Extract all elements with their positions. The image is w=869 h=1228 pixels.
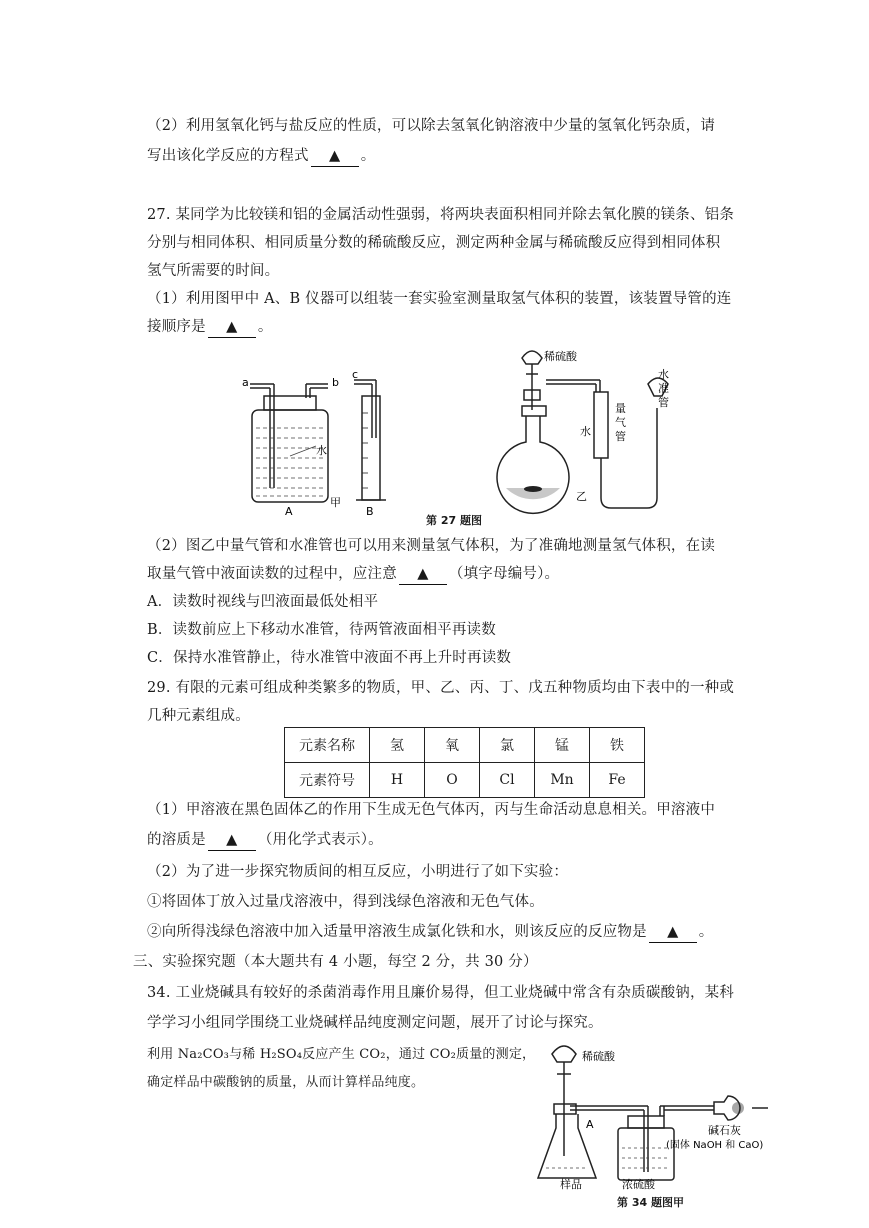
label-conc-acid: 浓硫酸: [622, 1178, 655, 1191]
table-cell: 氢: [370, 728, 425, 763]
svg-text:水: 水: [658, 368, 669, 381]
label-jia: 甲: [330, 496, 341, 509]
label-A: A: [285, 505, 293, 518]
option-b: B．读数前应上下移动水准管，待两管液面相平再读数: [147, 622, 496, 638]
answer-blank[interactable]: ▲: [649, 922, 697, 943]
table-row: [285, 763, 645, 798]
answer-blank[interactable]: ▲: [399, 564, 447, 585]
q34-line2: 学学习小组同学围绕工业烧碱样品纯度测定问题，展开了讨论与探究。: [147, 1015, 603, 1031]
q34-line4: 确定样品中碳酸钠的质量，从而计算样品纯度。: [147, 1075, 425, 1090]
section-3-heading: 三、实验探究题（本大题共有 4 小题，每空 2 分，共 30 分）: [133, 954, 538, 970]
figure-27: [230, 338, 680, 518]
q29-part1-line2: [147, 830, 383, 851]
label-acid: 稀硫酸: [582, 1050, 615, 1063]
q29-part2-line1: （2）为了进一步探究物质间的相互反应，小明进行了如下实验：: [147, 864, 569, 880]
label-water2: 水: [580, 425, 591, 438]
q27-part2-line1: （2）图乙中量气管和水准管也可以用来测量氢气体积，为了准确地测量氢气体积，在读: [147, 538, 716, 554]
option-a: A．读数时视线与凹液面最低处相平: [147, 594, 379, 610]
table-cell: Cl: [480, 763, 535, 798]
table-cell: 氯: [480, 728, 535, 763]
q29-2-text-end: 。: [698, 924, 714, 940]
q26-part2-line2: [147, 146, 375, 167]
figure-27-caption: 第 27 题图: [426, 514, 482, 527]
label-acid: 稀硫酸: [544, 350, 577, 363]
q29-text: 的溶质是: [147, 832, 206, 848]
label-water: 水: [316, 444, 327, 457]
label-B: B: [366, 505, 374, 518]
q27-2-text-end: （填字母编号）。: [448, 566, 560, 582]
table-cell: 氧: [425, 728, 480, 763]
label-yi: 乙: [576, 490, 587, 503]
q27-2-text: 取量气管中液面读数的过程中，应注意: [147, 566, 397, 582]
table-cell: Fe: [590, 763, 645, 798]
q29-text-end: （用化学式表示）。: [257, 832, 383, 848]
q27-part1-line2: [147, 317, 273, 338]
table-cell: 锰: [535, 728, 590, 763]
q27-text: 接顺序是: [147, 319, 206, 335]
cylinder-b: [354, 380, 386, 500]
label-level-tube: [658, 367, 669, 409]
table-cell: O: [425, 763, 480, 798]
label-a: a: [242, 376, 249, 389]
q27-part1-line1: （1）利用图甲中 A、B 仪器可以组装一套实验室测量取氢气体积的装置，该装置导管的连: [147, 291, 732, 307]
q26-text-end: 。: [360, 148, 376, 164]
q29-2-text: ②向所得浅绿色溶液中加入适量甲溶液生成氯化铁和水，则该反应的反应物是: [147, 924, 647, 940]
label-gas-tube: [615, 402, 626, 443]
q29-part2-line2: ①将固体丁放入过量戊溶液中，得到浅绿色溶液和无色气体。: [147, 894, 544, 910]
table-cell: H: [370, 763, 425, 798]
q27-part2-line2: [147, 564, 559, 585]
q26-part2-line1: （2）利用氢氧化钙与盐反应的性质，可以除去氢氧化钠溶液中少量的氢氧化钙杂质，请: [147, 118, 716, 134]
label-sample: 样品: [560, 1178, 582, 1191]
svg-text:准: 准: [658, 382, 669, 395]
label-lime-detail: (固体 NaOH 和 CaO): [666, 1140, 764, 1151]
label-lime: 碱石灰: [708, 1124, 741, 1137]
table-cell: Mn: [535, 763, 590, 798]
option-c: C．保持水准管静止，待水准管中液面不再上升时再读数: [147, 650, 512, 666]
table-cell: 元素符号: [285, 763, 370, 798]
figure-34: [538, 1036, 788, 1191]
q34-line1: 34. 工业烧碱具有较好的杀菌消毒作用且廉价易得，但工业烧碱中常含有杂质碳酸钠，某科: [147, 985, 735, 1001]
answer-blank[interactable]: ▲: [311, 146, 359, 167]
wash-bottle: [618, 1128, 674, 1180]
table-cell: 元素名称: [285, 728, 370, 763]
svg-text:量: 量: [615, 402, 626, 415]
q27-line3: 氢气所需要的时间。: [147, 263, 280, 279]
q27-text-end: 。: [257, 319, 273, 335]
q27-line2: 分别与相同体积、相同质量分数的稀硫酸反应，测定两种金属与稀硫酸反应得到相同体积: [147, 235, 721, 251]
label-c: c: [352, 368, 359, 381]
q29-line1: 29. 有限的元素可组成种类繁多的物质，甲、乙、丙、丁、戊五种物质均由下表中的一种或: [147, 680, 735, 696]
q29-part2-line3: [147, 922, 714, 943]
table-row: [285, 728, 645, 763]
answer-blank[interactable]: ▲: [208, 830, 256, 851]
bottle-a-water: [256, 428, 324, 496]
svg-text:管: 管: [615, 430, 626, 443]
svg-text:气: 气: [615, 416, 626, 429]
element-table: [284, 727, 645, 798]
funnel: [552, 1046, 576, 1062]
figure-34-caption: 第 34 题图甲: [617, 1196, 684, 1209]
q27-line1: 27. 某同学为比较镁和铝的金属活动性强弱，将两块表面积相同并除去氧化膜的镁条、铝条: [147, 207, 735, 223]
bottle-a: [250, 384, 328, 502]
q34-line3: 利用 Na₂CO₃与稀 H₂SO₄反应产生 CO₂，通过 CO₂质量的测定，: [147, 1047, 536, 1062]
q26-text: 写出该化学反应的方程式: [147, 148, 309, 164]
label-b: b: [332, 376, 339, 389]
svg-text:管: 管: [658, 396, 669, 409]
q29-part1-line1: （1）甲溶液在黑色固体乙的作用下生成无色气体丙，丙与生命活动息息相关。甲溶液中: [147, 802, 716, 818]
label-A: A: [586, 1118, 594, 1131]
answer-blank[interactable]: ▲: [208, 317, 256, 338]
q29-line2: 几种元素组成。: [147, 708, 250, 724]
table-cell: 铁: [590, 728, 645, 763]
